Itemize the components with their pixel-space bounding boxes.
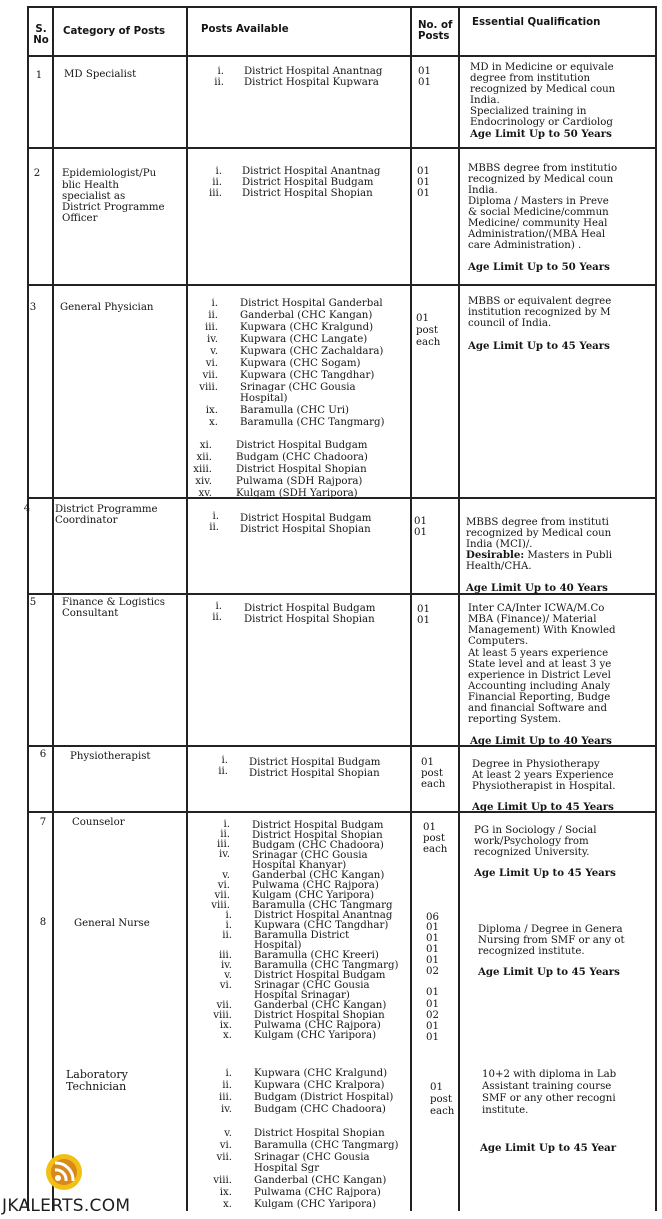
qual-line: MBBS degree from institutio (468, 163, 618, 174)
post-count: 01 (417, 615, 430, 626)
post-num: iii. (204, 322, 218, 333)
qual-line: institution recognized by M (468, 307, 611, 318)
qual-line: Specialized training in (470, 106, 587, 117)
post-name: District Hospital Shopian (236, 464, 367, 475)
qual-line: recognized by Medical coun (468, 174, 614, 185)
post-name: Pulwama (CHC Rajpora) (254, 1020, 381, 1031)
post-name: Kupwara (CHC Kralgund) (240, 322, 374, 333)
post-name: District Hospital Budgam (249, 757, 381, 768)
post-num: iii. (216, 839, 230, 850)
post-name: Baramulla District (254, 930, 350, 941)
post-num: iv. (220, 960, 232, 971)
post-num: ii. (222, 1080, 232, 1091)
post-count: each (421, 779, 446, 790)
qual-line: India. (470, 95, 500, 106)
post-num: vi. (219, 1140, 232, 1151)
row-divider (27, 55, 657, 57)
site-watermark: JKALERTS.COM (2, 1196, 131, 1216)
post-num: i. (225, 1068, 232, 1079)
post-num: ii. (218, 766, 228, 777)
row-divider (27, 147, 657, 149)
post-name: Hospital Sgr (254, 1163, 320, 1174)
row-divider (27, 284, 657, 286)
post-num: xv. (198, 488, 212, 499)
post-num: ii. (212, 612, 222, 623)
post-num: v. (210, 346, 218, 357)
qual-line: Management) With Knowled (468, 625, 616, 636)
post-name: Hospital Srinagar) (254, 990, 350, 1001)
header-count: No. of Posts (418, 20, 453, 42)
post-count: 01 (417, 177, 430, 188)
table-border-right (655, 6, 657, 1211)
qual-line: recognized University. (474, 847, 590, 858)
qual-line: and financial Software and (468, 703, 607, 714)
post-name: District Hospital Budgam (242, 177, 374, 188)
post-num: vii. (216, 1000, 232, 1011)
post-num: xii. (196, 452, 212, 463)
post-name: Srinagar (CHC Gousia (240, 382, 356, 393)
post-name: Budgam (CHC Chadoora) (252, 840, 384, 851)
post-name: District Hospital Anantnag (254, 910, 393, 921)
post-count: post (423, 833, 445, 844)
qual-line: 10+2 with diploma in Lab (482, 1069, 617, 1080)
post-name: Kupwara (CHC Sogam) (240, 358, 361, 369)
post-num: v. (224, 1128, 232, 1139)
post-name: District Hospital Anantnag (242, 166, 381, 177)
post-name: Srinagar (CHC Gousia (254, 1152, 370, 1163)
post-count: 01 (426, 1032, 439, 1043)
post-num: i. (221, 755, 228, 766)
post-num: i. (212, 511, 219, 522)
age-limit: Age Limit Up to 40 Years (470, 735, 612, 747)
qual-line: SMF or any other recogni (482, 1093, 616, 1104)
qual-line: Diploma / Degree in Genera (478, 924, 623, 935)
post-count: post (430, 1094, 452, 1105)
post-num: viii. (199, 382, 218, 393)
row-4-category: Coordinator (55, 515, 118, 526)
post-num: viii. (213, 1175, 232, 1186)
post-name: Baramulla (CHC Uri) (240, 405, 349, 416)
post-count: 01 (414, 516, 427, 527)
qual-line: Administration/(MBA Heal (468, 229, 606, 240)
qual-line: Inter CA/Inter ICWA/M.Co (468, 603, 605, 614)
post-count: 01 (426, 922, 439, 933)
post-name: Kupwara (CHC Langate) (240, 334, 368, 345)
post-name: Budgam (CHC Chadoora) (236, 452, 368, 463)
post-num: ii. (208, 310, 218, 321)
row-3-category: General Physician (60, 302, 154, 313)
post-count: 01 (426, 933, 439, 944)
row-6-sno: 6 (39, 749, 47, 760)
table-col-divider-3 (410, 6, 412, 1211)
post-name: District Hospital Shopian (252, 830, 383, 841)
qual-line: & social Medicine/commun (468, 207, 609, 218)
row-5-category: Finance & Logistics (62, 597, 165, 608)
qual-line: MBA (Finance)/ Material (468, 614, 597, 625)
post-name: District Hospital Shopian (249, 768, 380, 779)
post-count: 02 (426, 966, 439, 977)
table-col-divider-1 (52, 6, 54, 1211)
post-count: 01 (426, 944, 439, 955)
post-num: vi. (205, 358, 218, 369)
post-count: 01 (417, 604, 430, 615)
row-2-category: Officer (62, 213, 98, 224)
post-num: iv. (206, 334, 218, 345)
post-num: viii. (211, 900, 230, 911)
qual-line: Endocrinology or Cardiolog (470, 117, 613, 128)
post-count: 01 (421, 757, 434, 768)
row-5-sno: 5 (29, 597, 37, 608)
post-count: each (430, 1106, 455, 1117)
qual-line: recognized by Medical coun (470, 84, 616, 95)
post-num: vii. (216, 1152, 232, 1163)
post-count: 01 (426, 987, 439, 998)
post-name: Baramulla (CHC Tangmarg (252, 900, 393, 911)
post-name: Srinagar (CHC Gousia (254, 980, 370, 991)
post-num: ix. (205, 405, 218, 416)
qual-line: Accounting including Analy (468, 681, 611, 692)
post-num: xiv. (195, 476, 212, 487)
row-6-category: Physiotherapist (70, 751, 151, 762)
post-name: Hospital) (254, 940, 302, 951)
post-num: xiii. (193, 464, 212, 475)
post-name: District Hospital Shopian (254, 1128, 385, 1139)
row-5-category: Consultant (62, 608, 119, 619)
post-name: Kulgam (CHC Yaripora) (254, 1199, 377, 1210)
row-2-sno: 2 (33, 168, 41, 179)
desirable-label: Desirable: (466, 549, 525, 561)
row-2-category: specialist as (62, 191, 126, 202)
post-num: ix. (219, 1020, 232, 1031)
post-num: ii. (222, 930, 232, 941)
post-num: i. (215, 601, 222, 612)
post-num: vii. (214, 890, 230, 901)
post-name: District Hospital Budgam (254, 970, 386, 981)
table-border-top (27, 6, 657, 8)
post-count: 01 (414, 527, 427, 538)
row-9-category: Technician (66, 1080, 127, 1093)
post-num: vii. (202, 370, 218, 381)
row-2-category: blic Health (62, 180, 119, 191)
post-count: 01 (423, 822, 436, 833)
qual-line: India (MCI)/. (466, 539, 533, 550)
post-count: post (421, 768, 443, 779)
qual-line: reporting System. (468, 714, 562, 725)
post-name: Hospital) (240, 393, 288, 404)
row-2-category: Epidemiologist/Pu (62, 168, 157, 179)
qual-line: India. (468, 185, 498, 196)
header-category: Category of Posts (63, 26, 166, 37)
post-name: District Hospital Anantnag (244, 66, 383, 77)
post-name: Kupwara (CHC Kralgund) (254, 1068, 388, 1079)
post-num: iii. (208, 188, 222, 199)
qual-line: experience in District Level (468, 670, 611, 681)
post-count: 01 (417, 166, 430, 177)
post-num: ii. (220, 829, 230, 840)
qual-line (466, 550, 612, 561)
post-num: v. (224, 970, 232, 981)
qual-line: Physiotherapist in Hospital. (472, 781, 616, 792)
post-num: i. (215, 166, 222, 177)
qual-line: PG in Sociology / Social (474, 825, 597, 836)
post-num: vi. (219, 980, 232, 991)
post-count: post (416, 325, 438, 336)
table-border-left (27, 6, 29, 1211)
qual-line: Financial Reporting, Budge (468, 692, 611, 703)
post-count: 01 (426, 999, 439, 1010)
qual-line: MBBS or equivalent degree (468, 296, 612, 307)
row-8-category: General Nurse (74, 918, 150, 929)
qual-line: Computers. (468, 636, 529, 647)
post-name: Kulgam (CHC Yaripora) (254, 1030, 377, 1041)
age-limit: Age Limit Up to 50 Years (468, 261, 610, 273)
post-name: Kulgam (SDH Yaripora) (236, 488, 358, 499)
post-count: 06 (426, 912, 439, 923)
post-name: Baramulla (CHC Tangmarg) (240, 417, 385, 428)
qual-line: council of India. (468, 318, 552, 329)
post-name: District Hospital Shopian (242, 188, 373, 199)
row-4-category: District Programme (55, 504, 158, 515)
qual-line: recognized by Medical coun (466, 528, 612, 539)
post-num: v. (222, 870, 230, 881)
qual-line: work/Psychology from (474, 836, 589, 847)
post-name: Ganderbal (CHC Kangan) (254, 1175, 387, 1186)
post-name: Budgam (District Hospital) (254, 1092, 394, 1103)
row-2-category: District Programme (62, 202, 165, 213)
post-num: viii. (213, 1010, 232, 1021)
post-name: Baramulla (CHC Tangmarg) (254, 960, 399, 971)
post-num: ii. (214, 77, 224, 88)
row-1-sno: 1 (35, 70, 43, 81)
row-7-sno: 7 (39, 817, 47, 828)
row-8-sno: 8 (39, 917, 47, 928)
post-name: District Hospital Budgam (244, 603, 376, 614)
post-num: x. (223, 1030, 232, 1041)
row-1-category: MD Specialist (64, 69, 137, 80)
qual-line: Degree in Physiotherapy (472, 759, 600, 770)
qual-line: Health/CHA. (466, 561, 532, 572)
post-name: District Hospital Shopian (244, 614, 375, 625)
post-name: District Hospital Kupwara (244, 77, 379, 88)
post-count: 01 (430, 1082, 443, 1093)
post-count: 01 (426, 955, 439, 966)
post-name: Pulwama (CHC Rajpora) (252, 880, 379, 891)
qual-line: State level and at least 3 ye (468, 659, 612, 670)
post-name: Kupwara (CHC Tangdhar) (254, 920, 389, 931)
age-limit: Age Limit Up to 50 Years (470, 128, 612, 140)
post-name: District Hospital Shopian (254, 1010, 385, 1021)
desirable-text: Masters in Publi (524, 550, 613, 561)
age-limit: Age Limit Up to 45 Years (468, 340, 610, 352)
qual-line: care Administration) . (468, 240, 582, 251)
post-name: Srinagar (CHC Gousia (252, 850, 368, 861)
age-limit: Age Limit Up to 45 Years (478, 966, 620, 978)
post-count: 01 (416, 313, 429, 324)
qual-line: Assistant training course (482, 1081, 612, 1092)
post-count: 01 (418, 77, 431, 88)
post-name: Hospital Khanyar) (252, 860, 347, 871)
post-name: Kupwara (CHC Zachaldara) (240, 346, 384, 357)
qual-line: Medicine/ community Heal (468, 218, 608, 229)
row-4-sno: 4 (23, 503, 31, 514)
post-name: Baramulla (CHC Kreeri) (254, 950, 379, 961)
post-num: i. (223, 819, 230, 830)
post-count: each (416, 337, 441, 348)
post-name: Budgam (CHC Chadoora) (254, 1104, 386, 1115)
post-name: District Hospital Shopian (240, 524, 371, 535)
qual-line: institute. (482, 1105, 529, 1116)
post-num: iv. (220, 1104, 232, 1115)
post-num: x. (223, 1199, 232, 1210)
post-num: ix. (219, 1187, 232, 1198)
table-col-divider-4 (458, 6, 460, 1211)
qual-line: Diploma / Masters in Preve (468, 196, 609, 207)
post-name: Kupwara (CHC Kralpora) (254, 1080, 385, 1091)
post-count: each (423, 844, 448, 855)
row-9-category: Laboratory (66, 1068, 128, 1081)
post-name: Ganderbal (CHC Kangan) (240, 310, 373, 321)
post-name: Baramulla (CHC Tangmarg) (254, 1140, 399, 1151)
qual-line: MD in Medicine or equivale (470, 62, 614, 73)
post-name: Kulgam (CHC Yaripora) (252, 890, 375, 901)
post-name: Pulwama (CHC Rajpora) (254, 1187, 381, 1198)
age-limit: Age Limit Up to 45 Years (472, 801, 614, 813)
qual-line: At least 5 years experience (468, 648, 609, 659)
post-name: Ganderbal (CHC Kangan) (252, 870, 385, 881)
post-num: vi. (217, 880, 230, 891)
post-num: xi. (199, 440, 212, 451)
post-num: ii. (212, 177, 222, 188)
post-num: i. (225, 910, 232, 921)
post-count: 01 (417, 188, 430, 199)
post-count: 01 (418, 66, 431, 77)
table-col-divider-2 (186, 6, 188, 1211)
post-name: Pulwama (SDH Rajpora) (236, 476, 363, 487)
post-name: District Hospital Budgam (236, 440, 368, 451)
post-num: i. (225, 920, 232, 931)
post-name: Ganderbal (CHC Kangan) (254, 1000, 387, 1011)
qual-line: degree from institution (470, 73, 591, 84)
qual-line: MBBS degree from instituti (466, 517, 609, 528)
row-7-category: Counselor (72, 817, 125, 828)
qual-line: Nursing from SMF or any ot (478, 935, 625, 946)
post-num: i. (211, 298, 218, 309)
post-num: iii. (218, 950, 232, 961)
post-name: District Hospital Budgam (252, 820, 384, 831)
header-sno: S. No (33, 24, 49, 46)
post-name: Kupwara (CHC Tangdhar) (240, 370, 375, 381)
header-qual: Essential Qualification (472, 17, 601, 28)
rss-logo-icon (44, 1152, 84, 1192)
post-count: 01 (426, 1021, 439, 1032)
post-num: iv. (218, 849, 230, 860)
row-3-sno: 3 (29, 302, 37, 313)
post-num: i. (217, 66, 224, 77)
post-name: District Hospital Ganderbal (240, 298, 383, 309)
post-count: 02 (426, 1010, 439, 1021)
qual-line: At least 2 years Experience (472, 770, 614, 781)
post-num: x. (209, 417, 218, 428)
age-limit: Age Limit Up to 45 Year (480, 1142, 617, 1154)
header-posts: Posts Available (201, 24, 289, 35)
post-num: iii. (218, 1092, 232, 1103)
qual-line: recognized institute. (478, 946, 585, 957)
age-limit: Age Limit Up to 45 Years (474, 867, 616, 879)
post-name: District Hospital Budgam (240, 513, 372, 524)
post-num: ii. (209, 522, 219, 533)
age-limit: Age Limit Up to 40 Years (466, 582, 608, 594)
